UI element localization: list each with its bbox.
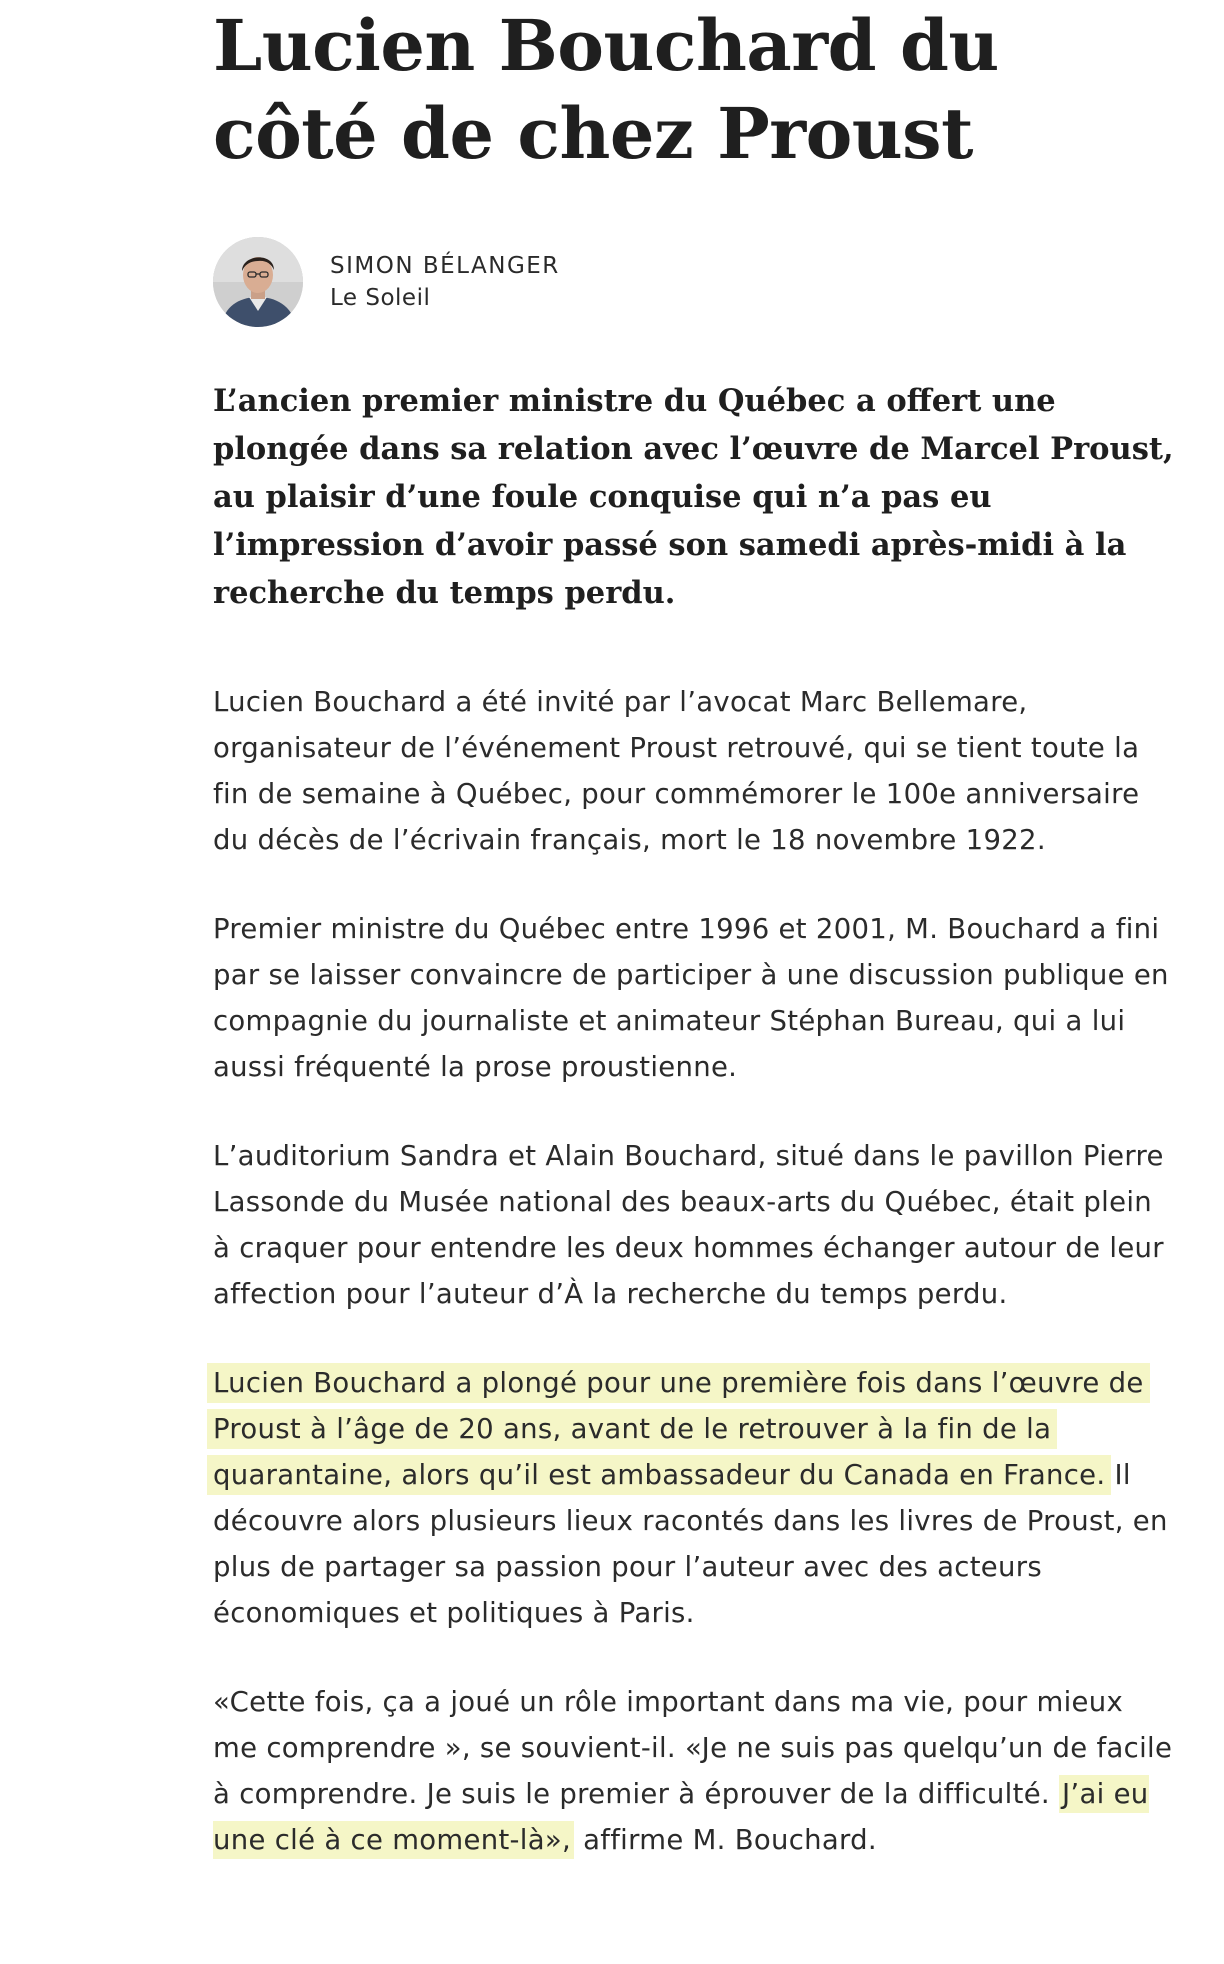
article (213, 0, 1173, 1863)
byline (213, 237, 1173, 327)
paragraph-5 (213, 1679, 1173, 1863)
paragraph-3: L’auditorium Sandra et Alain Bouchard, situé dans le pavillon Pierre Lassonde du Musée national des beaux-arts du Québec, était plein à craquer pour entendre les deux hommes échanger autour de leur affection pour l’auteur d’À la recherche du temps perdu. (213, 1140, 1164, 1310)
paragraph-2: Premier ministre du Québec entre 1996 et 2001, M. Bouchard a fini par se laisser convaincre de participer à une discussion publique en compagnie du journaliste et animateur Stéphan Bureau, qui a lui aussi fréquenté la prose proustienne. (213, 913, 1169, 1083)
paragraph-4-rest: Il découvre alors plusieurs lieux racontés dans les livres de Proust, en plus de partager sa passion pour l’auteur avec des acteurs économiques et politiques à Paris. (213, 1459, 1168, 1629)
author-photo-icon (213, 237, 303, 327)
article-headline: Lucien Bouchard du côté de chez Proust (213, 4, 999, 175)
paragraph-1: Lucien Bouchard a été invité par l’avocat Marc Bellemare, organisateur de l’événement Proust retrouvé, qui se tient toute la fin de semaine à Québec, pour commémorer le 100e anniversaire du décès de l’écrivain français, mort le 18 novembre 1922. (213, 686, 1140, 856)
paragraph-5-start: «Cette fois, ça a joué un rôle important dans ma vie, pour mieux me comprendre », se souvient-il. «Je ne suis pas quelqu’un de facile à comprendre. Je suis le premier à éprouver de la difficulté. (213, 1686, 1173, 1810)
paragraph-5-end: affirme M. Bouchard. (574, 1824, 877, 1856)
highlighted-passage[interactable]: Lucien Bouchard a plongé pour une première fois dans l’œuvre de Proust à l’âge de 20 ans, avant de le retrouver à la fin de la quarantaine, alors qu’il est ambassadeur du Canada en France. (207, 1363, 1150, 1495)
byline-text (330, 250, 560, 314)
author-name[interactable]: SIMON BÉLANGER (330, 253, 560, 279)
article-lede: L’ancien premier ministre du Québec a offert une plongée dans sa relation avec l’œuvre de Marcel Proust, au plaisir d’une foule conquise qui n’a pas eu l’impression d’avoir passé son samedi après-midi à la recherche du temps perdu. (213, 383, 1174, 611)
highlighted-quote[interactable]: J’ai eu une clé à ce moment-là», (213, 1775, 1149, 1859)
paragraph-4 (213, 1360, 1173, 1636)
author-avatar[interactable] (213, 237, 303, 327)
outlet-name: Le Soleil (330, 285, 431, 311)
